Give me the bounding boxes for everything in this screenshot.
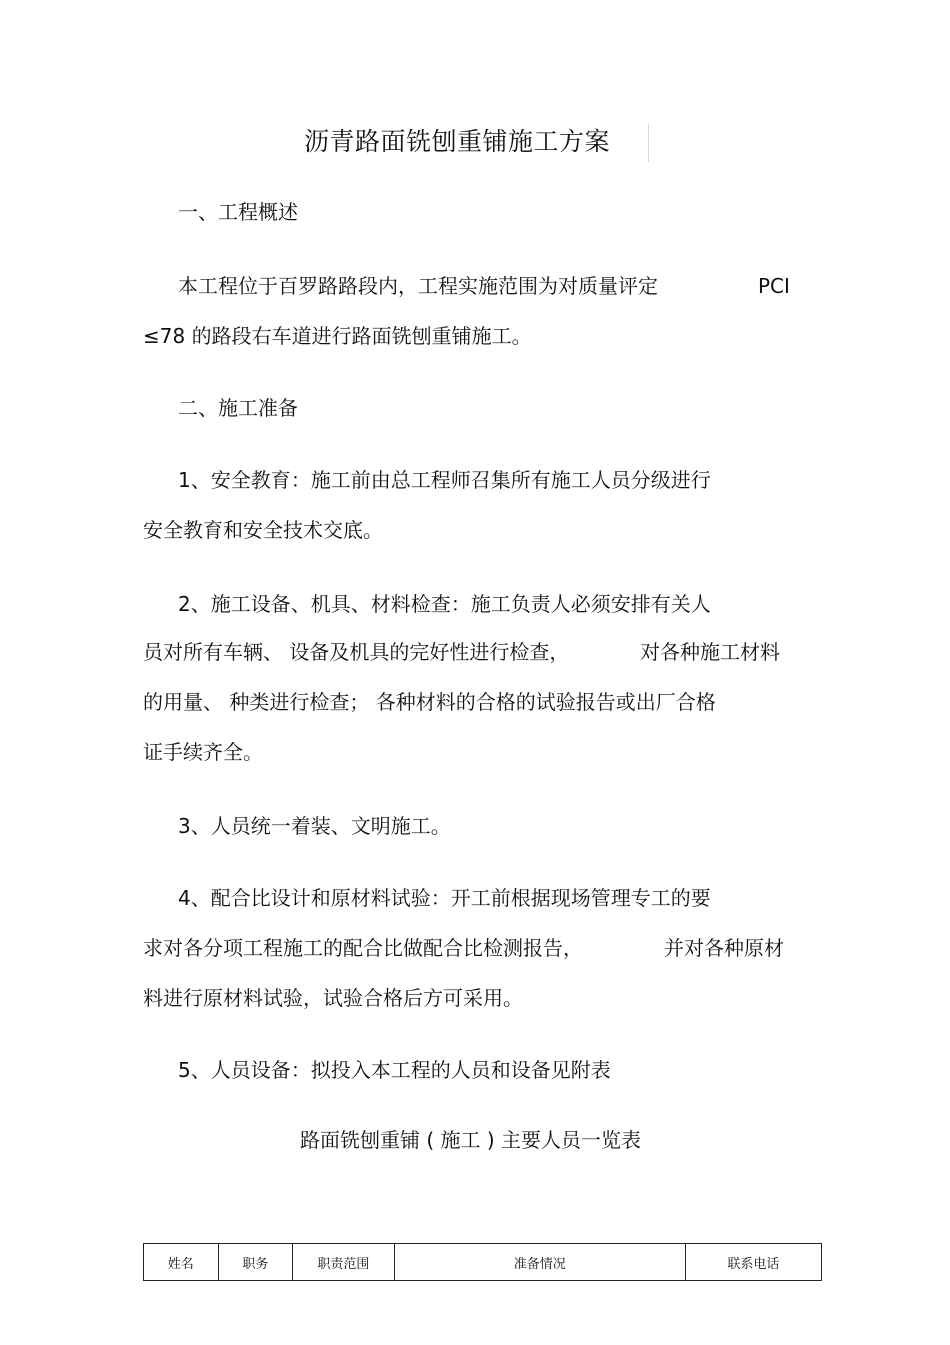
document-title: 沥青路面铣刨重铺施工方案: [304, 124, 649, 162]
item2-line-3: 的用量、 种类进行检查； 各种材料的合格的试验报告或出厂合格: [143, 690, 716, 714]
overview-paragraph-line-2: ≤78 的路段右车道进行路面铣刨重铺施工。: [143, 324, 532, 348]
section-heading-preparation: 二、施工准备: [178, 396, 298, 420]
header-name: 姓名: [144, 1244, 219, 1281]
item4-line-3: 料进行原材料试验，试验合格后方可采用。: [143, 986, 523, 1010]
item2-line-4: 证手续齐全。: [143, 740, 263, 764]
pci-label: PCI: [758, 274, 790, 298]
header-position: 职务: [218, 1244, 293, 1281]
item3-line-1: 3、人员统一着装、文明施工。: [178, 814, 451, 838]
staff-table: [143, 1243, 822, 1281]
item4-line-1: 4、配合比设计和原材料试验：开工前根据现场管理专工的要: [178, 886, 711, 910]
header-responsibility: 职责范围: [293, 1244, 394, 1281]
overview-paragraph-line-1: [178, 272, 658, 300]
table-header-row: [144, 1244, 822, 1281]
item4-line-2b: 并对各种原材: [664, 936, 784, 960]
item2-line-2b: 对各种施工材料: [640, 640, 780, 664]
item1-line-2: 安全教育和安全技术交底。: [143, 518, 383, 542]
overview-text: 本工程位于百罗路路段内，工程实施范围为对质量评定: [178, 274, 658, 298]
section-heading-overview: 一、工程概述: [178, 200, 298, 224]
item4-line-2a: 求对各分项工程施工的配合比做配合比检测报告，: [143, 936, 583, 960]
table-caption: 路面铣刨重铺 ( 施工 ) 主要人员一览表: [300, 1128, 642, 1152]
item2-line-1: 2、施工设备、机具、材料检查：施工负责人必须安排有关人: [178, 592, 711, 616]
header-phone: 联系电话: [685, 1244, 821, 1281]
item1-line-1: 1、安全教育：施工前由总工程师召集所有施工人员分级进行: [178, 468, 711, 492]
header-preparation: 准备情况: [394, 1244, 685, 1281]
item5-line-1: 5、人员设备：拟投入本工程的人员和设备见附表: [178, 1058, 611, 1082]
item2-line-2a: 员对所有车辆、 设备及机具的完好性进行检查，: [143, 640, 570, 664]
